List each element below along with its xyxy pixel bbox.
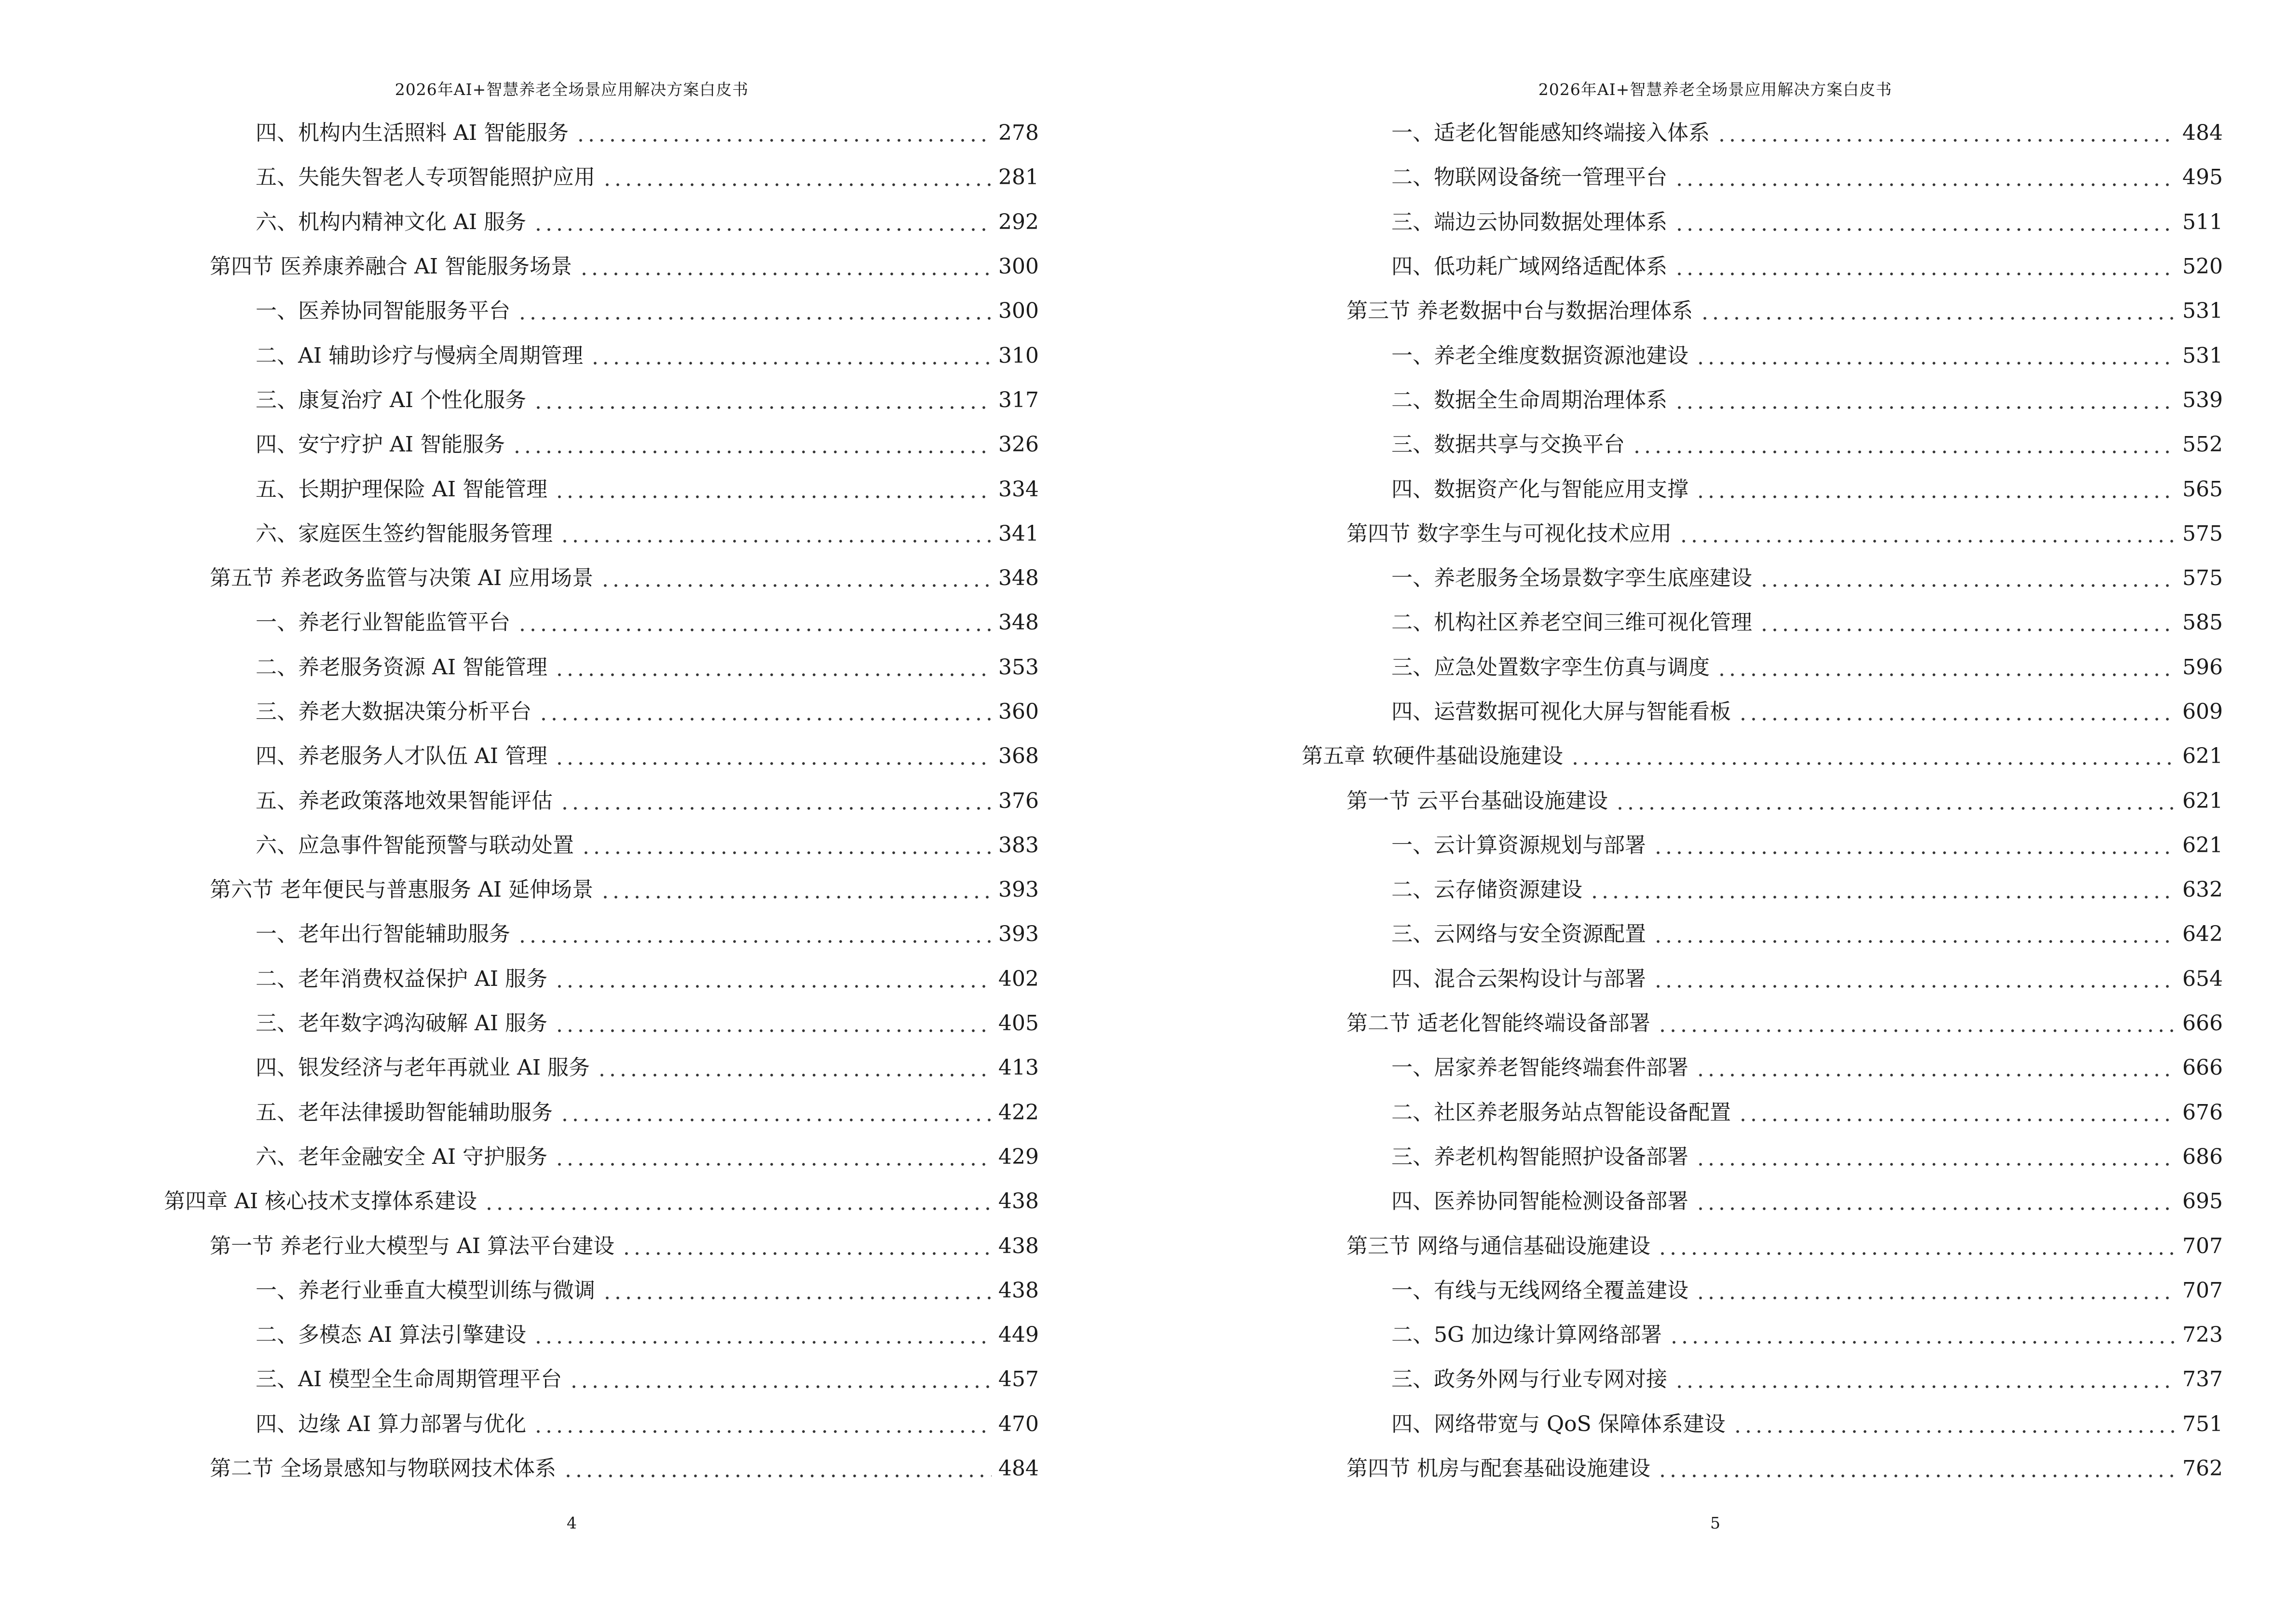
toc-entry-page-number: 484: [2182, 121, 2223, 146]
toc-entry-page-number: 438: [998, 1189, 1039, 1214]
toc-entry-title: 四、数据资产化与智能应用支撑: [1391, 477, 1688, 502]
dot-leader: [1759, 612, 2176, 633]
toc-entry-title: 四、医养协同智能检测设备部署: [1391, 1189, 1688, 1214]
toc-entry-page-number: 707: [2182, 1233, 2223, 1258]
toc-entry-page-number: 520: [2182, 254, 2223, 279]
dot-leader: [1695, 1280, 2176, 1301]
toc-subsection-entry[interactable]: [1144, 423, 2287, 467]
dot-leader: [559, 791, 992, 812]
dot-leader: [1738, 701, 2176, 723]
toc-section-entry[interactable]: [1144, 778, 2287, 823]
toc-subsection-entry[interactable]: [1144, 155, 2287, 200]
toc-subsection-entry[interactable]: [1144, 111, 2287, 155]
toc-entry-title: 一、养老全维度数据资源池建设: [1391, 343, 1688, 368]
toc-entry-title: 五、长期护理保险 AI 智能管理: [256, 477, 548, 502]
running-header: 2026年AI+智慧养老全场景应用解决方案白皮书: [395, 80, 749, 99]
dot-leader: [559, 1102, 992, 1123]
toc-entry-title: 二、老年消费权益保护 AI 服务: [256, 966, 548, 991]
toc-entry-title: 二、物联网设备统一管理平台: [1391, 165, 1667, 190]
toc-entry-title: 四、网络带宽与 QoS 保障体系建设: [1391, 1411, 1726, 1436]
toc-entry-page-number: 654: [2182, 966, 2223, 991]
dot-leader: [1732, 1414, 2176, 1435]
toc-entry-page-number: 575: [2182, 521, 2223, 546]
toc-entry-title: 二、社区养老服务站点智能设备配置: [1391, 1100, 1731, 1125]
dot-leader: [554, 1146, 992, 1168]
toc-entry-page-number: 376: [998, 788, 1039, 813]
dot-leader: [1678, 523, 2176, 545]
toc-subsection-entry[interactable]: [1144, 1135, 2287, 1179]
toc-entry-page-number: 353: [998, 655, 1039, 680]
dot-leader: [600, 879, 992, 901]
toc-entry-title: 二、5G 加边缘计算网络部署: [1391, 1323, 1662, 1348]
dot-leader: [1716, 657, 2176, 678]
toc-entry-title: 二、AI 辅助诊疗与慢病全周期管理: [256, 343, 584, 368]
toc-section-entry[interactable]: [0, 556, 1144, 600]
toc-section-entry[interactable]: [1144, 512, 2287, 556]
toc-entry-page-number: 348: [998, 566, 1039, 591]
dot-leader: [621, 1236, 992, 1257]
toc-entry-title: 五、老年法律援助智能辅助服务: [256, 1100, 553, 1125]
toc-entry-page-number: 341: [998, 521, 1039, 546]
toc-subsection-entry[interactable]: [0, 600, 1144, 645]
toc-entry-page-number: 393: [998, 877, 1039, 902]
toc-subsection-entry[interactable]: [0, 823, 1144, 868]
toc-subsection-entry[interactable]: [1144, 245, 2287, 289]
toc-subsection-entry[interactable]: [1144, 200, 2287, 245]
toc-entry-title: 四、运营数据可视化大屏与智能看板: [1391, 699, 1731, 724]
toc-subsection-entry[interactable]: [0, 1402, 1144, 1447]
toc-entry-title: 四、低功耗广域网络适配体系: [1391, 254, 1667, 279]
toc-entry-title: 六、老年金融安全 AI 守护服务: [256, 1144, 548, 1169]
toc-section-entry[interactable]: [1144, 289, 2287, 333]
toc-entry-title: 第四节 数字孪生与可视化技术应用: [1347, 521, 1672, 546]
toc-entry-title: 一、养老行业垂直大模型训练与微调: [256, 1278, 595, 1303]
toc-entry-title: 四、安宁疗护 AI 智能服务: [256, 432, 505, 457]
toc-subsection-entry[interactable]: [1144, 1179, 2287, 1224]
toc-entry-page-number: 666: [2182, 1055, 2223, 1080]
toc-subsection-entry[interactable]: [1144, 823, 2287, 868]
dot-leader: [554, 479, 992, 500]
toc-entry-page-number: 300: [998, 299, 1039, 324]
dot-leader: [569, 1369, 992, 1390]
toc-entry-title: 四、银发经济与老年再就业 AI 服务: [256, 1055, 590, 1080]
toc-entry-title: 第四节 机房与配套基础设施建设: [1347, 1456, 1650, 1481]
dot-leader: [554, 657, 992, 678]
toc-entry-title: 二、云存储资源建设: [1391, 877, 1582, 902]
toc-section-entry[interactable]: [0, 1447, 1144, 1491]
page-number: 5: [1710, 1514, 1720, 1532]
toc-entry-page-number: 552: [2182, 432, 2223, 457]
toc-entry-title: 一、适老化智能感知终端接入体系: [1391, 121, 1710, 146]
toc-entry-title: 六、机构内精神文化 AI 服务: [256, 209, 527, 234]
toc-entry-page-number: 470: [998, 1411, 1039, 1436]
dot-leader: [554, 969, 992, 990]
toc-entry-title: 三、政务外网与行业专网对接: [1391, 1367, 1667, 1392]
dot-leader: [1716, 123, 2176, 144]
toc-subsection-entry[interactable]: [1144, 645, 2287, 690]
dot-leader: [1695, 1191, 2176, 1212]
toc-entry-title: 四、混合云架构设计与部署: [1391, 966, 1646, 991]
dot-leader: [1657, 1458, 2176, 1479]
toc-entry-page-number: 300: [998, 254, 1039, 279]
dot-leader: [1653, 924, 2176, 945]
toc-entry-page-number: 413: [998, 1055, 1039, 1080]
toc-entry-title: 三、端边云协同数据处理体系: [1391, 209, 1667, 234]
dot-leader: [1695, 1057, 2176, 1078]
toc-entry-title: 一、养老服务全场景数字孪生底座建设: [1391, 566, 1752, 591]
toc-entry-page-number: 695: [2182, 1189, 2223, 1214]
dot-leader: [533, 1324, 992, 1346]
dot-leader: [1615, 791, 2176, 812]
toc-section-entry[interactable]: [1144, 1224, 2287, 1268]
dot-leader: [1570, 746, 2176, 767]
toc-entry-title: 二、多模态 AI 算法引擎建设: [256, 1323, 527, 1348]
toc-subsection-entry[interactable]: [0, 1135, 1144, 1179]
table-of-contents: [0, 111, 1144, 1491]
toc-subsection-entry[interactable]: [1144, 868, 2287, 912]
toc-entry-page-number: 531: [2182, 299, 2223, 324]
toc-entry-title: 一、居家养老智能终端套件部署: [1391, 1055, 1688, 1080]
toc-entry-page-number: 737: [2182, 1367, 2223, 1392]
dot-leader: [600, 568, 992, 589]
toc-subsection-entry[interactable]: [0, 778, 1144, 823]
dot-leader: [1695, 479, 2176, 500]
toc-entry-page-number: 393: [998, 922, 1039, 947]
dot-leader: [533, 390, 992, 411]
dot-leader: [1700, 300, 2176, 322]
dot-leader: [559, 523, 992, 545]
toc-entry-page-number: 609: [2182, 699, 2223, 724]
toc-entry-page-number: 762: [2182, 1456, 2223, 1481]
toc-entry-title: 一、老年出行智能辅助服务: [256, 922, 510, 947]
dot-leader: [575, 123, 992, 144]
toc-entry-title: 三、数据共享与交换平台: [1391, 432, 1625, 457]
dot-leader: [554, 1013, 992, 1034]
toc-entry-title: 一、养老行业智能监管平台: [256, 610, 510, 635]
dot-leader: [538, 701, 992, 723]
toc-entry-title: 六、应急事件智能预警与联动处置: [256, 832, 574, 858]
toc-subsection-entry[interactable]: [0, 1269, 1144, 1313]
dot-leader: [1674, 256, 2176, 277]
toc-entry-page-number: 383: [998, 832, 1039, 858]
dot-leader: [512, 434, 992, 455]
toc-entry-page-number: 368: [998, 744, 1039, 769]
toc-entry-page-number: 348: [998, 610, 1039, 635]
toc-subsection-entry[interactable]: [1144, 1269, 2287, 1313]
toc-entry-title: 四、养老服务人才队伍 AI 管理: [256, 744, 548, 769]
toc-subsection-entry[interactable]: [1144, 600, 2287, 645]
toc-subsection-entry[interactable]: [0, 690, 1144, 734]
toc-entry-title: 三、养老大数据决策分析平台: [256, 699, 531, 724]
toc-section-entry[interactable]: [1144, 1447, 2287, 1491]
toc-subsection-entry[interactable]: [0, 423, 1144, 467]
dot-leader: [602, 167, 992, 188]
toc-entry-page-number: 360: [998, 699, 1039, 724]
dot-leader: [1674, 390, 2176, 411]
toc-subsection-entry[interactable]: [0, 1046, 1144, 1090]
toc-entry-title: 一、有线与无线网络全覆盖建设: [1391, 1278, 1688, 1303]
table-of-contents: [1144, 111, 2287, 1491]
toc-entry-page-number: 707: [2182, 1278, 2223, 1303]
toc-section-entry[interactable]: [0, 1224, 1144, 1268]
toc-entry-page-number: 585: [2182, 610, 2223, 635]
toc-subsection-entry[interactable]: [1144, 912, 2287, 956]
dot-leader: [1657, 1013, 2176, 1034]
dot-leader: [1674, 212, 2176, 233]
toc-entry-page-number: 621: [2182, 832, 2223, 858]
toc-subsection-entry[interactable]: [0, 467, 1144, 511]
toc-entry-page-number: 326: [998, 432, 1039, 457]
dot-leader: [1674, 167, 2176, 188]
dot-leader: [1674, 1369, 2176, 1390]
toc-entry-page-number: 495: [2182, 165, 2223, 190]
dot-leader: [1589, 879, 2176, 901]
toc-entry-title: 六、家庭医生签约智能服务管理: [256, 521, 553, 546]
toc-subsection-entry[interactable]: [0, 1313, 1144, 1357]
toc-entry-page-number: 575: [2182, 566, 2223, 591]
dot-leader: [533, 1414, 992, 1435]
toc-entry-page-number: 531: [2182, 343, 2223, 368]
toc-entry-page-number: 334: [998, 477, 1039, 502]
toc-entry-title: 一、医养协同智能服务平台: [256, 299, 510, 324]
toc-entry-title: 第四章 AI 核心技术支撑体系建设: [164, 1189, 477, 1214]
toc-entry-page-number: 402: [998, 966, 1039, 991]
toc-entry-page-number: 666: [2182, 1011, 2223, 1036]
dot-leader: [484, 1191, 992, 1212]
toc-entry-page-number: 596: [2182, 655, 2223, 680]
dot-leader: [533, 212, 992, 233]
toc-entry-page-number: 405: [998, 1011, 1039, 1036]
toc-entry-title: 第一节 养老行业大模型与 AI 算法平台建设: [210, 1233, 615, 1258]
toc-entry-page-number: 751: [2182, 1411, 2223, 1436]
toc-entry-title: 三、应急处置数字孪生仿真与调度: [1391, 655, 1710, 680]
dot-leader: [517, 300, 992, 322]
toc-subsection-entry[interactable]: [0, 512, 1144, 556]
toc-entry-title: 第三节 网络与通信基础设施建设: [1347, 1233, 1650, 1258]
dot-leader: [579, 256, 992, 277]
toc-subsection-entry[interactable]: [0, 200, 1144, 245]
toc-subsection-entry[interactable]: [0, 912, 1144, 956]
toc-entry-title: 三、AI 模型全生命周期管理平台: [256, 1367, 562, 1392]
toc-entry-page-number: 292: [998, 209, 1039, 234]
toc-section-entry[interactable]: [0, 868, 1144, 912]
dot-leader: [1657, 1236, 2176, 1257]
toc-subsection-entry[interactable]: [1144, 1046, 2287, 1090]
toc-subsection-entry[interactable]: [0, 1091, 1144, 1135]
toc-subsection-entry[interactable]: [1144, 1402, 2287, 1447]
toc-entry-title: 二、机构社区养老空间三维可视化管理: [1391, 610, 1752, 635]
toc-entry-page-number: 449: [998, 1323, 1039, 1348]
dot-leader: [1695, 345, 2176, 367]
toc-subsection-entry[interactable]: [0, 1357, 1144, 1402]
dot-leader: [1759, 568, 2176, 589]
dot-leader: [1695, 1146, 2176, 1168]
toc-entry-page-number: 676: [2182, 1100, 2223, 1125]
dot-leader: [517, 924, 992, 945]
dot-leader: [554, 746, 992, 767]
toc-entry-title: 三、康复治疗 AI 个性化服务: [256, 387, 527, 412]
dot-leader: [597, 1057, 992, 1078]
toc-subsection-entry[interactable]: [0, 645, 1144, 690]
dot-leader: [581, 835, 992, 856]
toc-entry-page-number: 632: [2182, 877, 2223, 902]
toc-subsection-entry[interactable]: [0, 734, 1144, 778]
dot-leader: [517, 612, 992, 633]
dot-leader: [590, 345, 992, 367]
dot-leader: [1669, 1324, 2176, 1346]
running-header: 2026年AI+智慧养老全场景应用解决方案白皮书: [1538, 80, 1892, 99]
toc-entry-title: 五、失能失智老人专项智能照护应用: [256, 165, 595, 190]
toc-entry-page-number: 310: [998, 343, 1039, 368]
toc-entry-title: 第二节 适老化智能终端设备部署: [1347, 1011, 1650, 1036]
toc-subsection-entry[interactable]: [1144, 1091, 2287, 1135]
toc-entry-page-number: 539: [2182, 387, 2223, 412]
toc-entry-page-number: 422: [998, 1100, 1039, 1125]
dot-leader: [1632, 434, 2176, 455]
toc-entry-page-number: 278: [998, 121, 1039, 146]
toc-entry-title: 第四节 医养康养融合 AI 智能服务场景: [210, 254, 572, 279]
dot-leader: [602, 1280, 992, 1301]
dot-leader: [1738, 1102, 2176, 1123]
toc-subsection-entry[interactable]: [0, 957, 1144, 1001]
toc-entry-title: 二、数据全生命周期治理体系: [1391, 387, 1667, 412]
toc-entry-title: 四、机构内生活照料 AI 智能服务: [256, 121, 569, 146]
toc-subsection-entry[interactable]: [0, 111, 1144, 155]
toc-section-entry[interactable]: [0, 245, 1144, 289]
toc-subsection-entry[interactable]: [1144, 378, 2287, 423]
toc-entry-page-number: 621: [2182, 788, 2223, 813]
page-number: 4: [567, 1514, 577, 1532]
toc-subsection-entry[interactable]: [1144, 333, 2287, 378]
right-page: [1144, 0, 2287, 1624]
toc-subsection-entry[interactable]: [0, 333, 1144, 378]
toc-section-entry[interactable]: [1144, 1001, 2287, 1046]
toc-entry-page-number: 511: [2182, 209, 2223, 234]
toc-subsection-entry[interactable]: [1144, 556, 2287, 600]
toc-entry-title: 三、云网络与安全资源配置: [1391, 922, 1646, 947]
toc-entry-title: 第五节 养老政务监管与决策 AI 应用场景: [210, 566, 594, 591]
toc-entry-title: 第五章 软硬件基础设施建设: [1302, 744, 1563, 769]
toc-entry-page-number: 621: [2182, 744, 2223, 769]
toc-entry-page-number: 281: [998, 165, 1039, 190]
toc-subsection-entry[interactable]: [0, 378, 1144, 423]
dot-leader: [563, 1458, 992, 1479]
toc-subsection-entry[interactable]: [1144, 690, 2287, 734]
toc-entry-title: 第一节 云平台基础设施建设: [1347, 788, 1608, 813]
toc-subsection-entry[interactable]: [1144, 1357, 2287, 1402]
toc-entry-title: 第三节 养老数据中台与数据治理体系: [1347, 299, 1693, 324]
toc-subsection-entry[interactable]: [1144, 957, 2287, 1001]
toc-entry-page-number: 317: [998, 387, 1039, 412]
toc-subsection-entry[interactable]: [0, 289, 1144, 333]
toc-entry-page-number: 565: [2182, 477, 2223, 502]
toc-entry-title: 四、边缘 AI 算力部署与优化: [256, 1411, 527, 1436]
toc-subsection-entry[interactable]: [1144, 467, 2287, 511]
toc-entry-title: 第六节 老年便民与普惠服务 AI 延伸场景: [210, 877, 594, 902]
dot-leader: [1653, 969, 2176, 990]
toc-entry-page-number: 484: [998, 1456, 1039, 1481]
toc-entry-page-number: 723: [2182, 1323, 2223, 1348]
toc-entry-title: 三、养老机构智能照护设备部署: [1391, 1144, 1688, 1169]
toc-subsection-entry[interactable]: [0, 1001, 1144, 1046]
toc-entry-page-number: 438: [998, 1278, 1039, 1303]
toc-chapter-entry[interactable]: [1144, 734, 2287, 778]
toc-subsection-entry[interactable]: [0, 155, 1144, 200]
toc-entry-title: 一、云计算资源规划与部署: [1391, 832, 1646, 858]
toc-entry-title: 第二节 全场景感知与物联网技术体系: [210, 1456, 556, 1481]
toc-entry-page-number: 438: [998, 1233, 1039, 1258]
toc-entry-title: 三、老年数字鸿沟破解 AI 服务: [256, 1011, 548, 1036]
toc-entry-title: 五、养老政策落地效果智能评估: [256, 788, 553, 813]
toc-subsection-entry[interactable]: [1144, 1313, 2287, 1357]
toc-entry-page-number: 686: [2182, 1144, 2223, 1169]
toc-chapter-entry[interactable]: [0, 1179, 1144, 1224]
toc-entry-page-number: 429: [998, 1144, 1039, 1169]
dot-leader: [1653, 835, 2176, 856]
toc-entry-page-number: 457: [998, 1367, 1039, 1392]
toc-entry-title: 二、养老服务资源 AI 智能管理: [256, 655, 548, 680]
toc-entry-page-number: 642: [2182, 922, 2223, 947]
